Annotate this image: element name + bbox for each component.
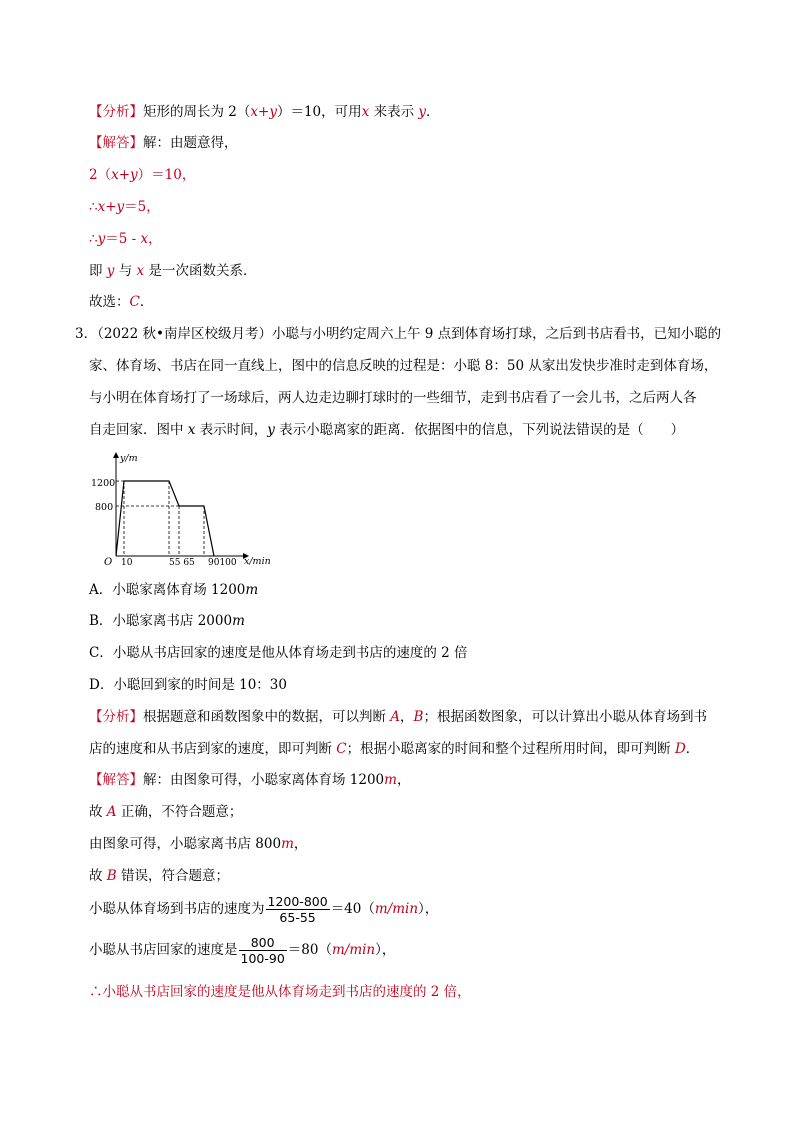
solution-step: 小聪从体育场到书店的速度为 $\frac{1200-800}{65-55}$ ＝40（m/min）， bbox=[89, 894, 439, 925]
fraction: $\frac{1200-800}{65-55}$ bbox=[267, 894, 328, 925]
solution-step: ∴y＝5 - x， bbox=[89, 231, 162, 247]
y-tick-label: 1200 bbox=[91, 478, 116, 489]
solution-step: ∴x+y＝5， bbox=[89, 199, 160, 215]
y-tick-label: 800 bbox=[95, 502, 114, 513]
x-tick-label: 10 bbox=[121, 558, 133, 568]
analysis-line: 【分析】矩形的周长为 2（x+y）＝10，可用x 来表示 y． bbox=[89, 104, 440, 120]
question-text: 与小明在体育场打了一场球后，两人边走边聊打球时的一些细节，走到书店看了一会儿书，之后两人各 bbox=[89, 390, 697, 406]
fraction: $\frac{800}{100-90}$ bbox=[240, 935, 285, 966]
analysis-line: 店的速度和从书店到家的速度，即可判断 C；根据小聪离家的时间和整个过程所用时间，即可判断 D． bbox=[89, 741, 700, 757]
analysis-tag: 【分析】 bbox=[89, 709, 143, 725]
question-text: 自走回家．图中 x 表示时间，y 表示小聪离家的距离．依据图中的信息，下列说法错误的是（ ） bbox=[89, 422, 685, 438]
question-text: 家、体育场、书店在同一直线上，图中的信息反映的过程是：小聪 8：50 从家出发快步准时走到体育场， bbox=[89, 358, 718, 374]
solution-step: ∴小聪从书店回家的速度是他从体育场走到书店的速度的 2 倍， bbox=[89, 984, 471, 1000]
solution-step: 即 y 与 x 是一次函数关系． bbox=[89, 263, 257, 279]
solution-step: 2（x+y）＝10， bbox=[89, 167, 196, 183]
y-axis-label: y/m bbox=[120, 453, 138, 464]
x-tick-label: 90100 bbox=[208, 558, 237, 568]
function-graph bbox=[91, 448, 298, 573]
graph-line bbox=[116, 481, 214, 556]
answer-tag: 【解答】 bbox=[89, 135, 143, 151]
option-a: A．小聪家离体育场 1200m bbox=[89, 582, 259, 598]
guide-lines bbox=[116, 481, 204, 556]
answer-line: 【解答】解：由图象可得，小聪家离体育场 1200m， bbox=[89, 772, 411, 788]
question-text: 3．（2022 秋•南岸区校级月考）小聪与小明约定周六上午 9 点到体育场打球，之后到书店看书，已知小聪的 bbox=[75, 326, 722, 342]
option-c: C．小聪从书店回家的速度是他从体育场走到书店的速度的 2 倍 bbox=[89, 645, 468, 661]
option-b: B．小聪家离书店 2000m bbox=[89, 613, 245, 629]
option-d: D．小聪回到家的时间是 10：30 bbox=[89, 677, 287, 693]
analysis-tag: 【分析】 bbox=[89, 104, 143, 120]
analysis-line: 【分析】根据题意和函数图象中的数据，可以判断 A，B；根据函数图象，可以计算出小聪从体育场到书 bbox=[89, 709, 707, 725]
answer-tag: 【解答】 bbox=[89, 772, 143, 788]
solution-step: 小聪从书店回家的速度是 $\frac{800}{100-90}$ ＝80（m/min）， bbox=[89, 935, 396, 966]
solution-step: 故 B 错误，符合题意； bbox=[89, 868, 230, 884]
x-axis-label: x/min bbox=[244, 556, 271, 567]
solution-step: 故 A 正确，不符合题意； bbox=[89, 804, 243, 820]
solution-step: 故选：C． bbox=[89, 294, 154, 310]
x-tick-label: 55 65 bbox=[169, 558, 195, 568]
origin-label: O bbox=[104, 557, 113, 568]
answer-line: 【解答】解：由题意得， bbox=[89, 135, 238, 151]
solution-step: 由图象可得，小聪家离书店 800m， bbox=[89, 836, 308, 852]
